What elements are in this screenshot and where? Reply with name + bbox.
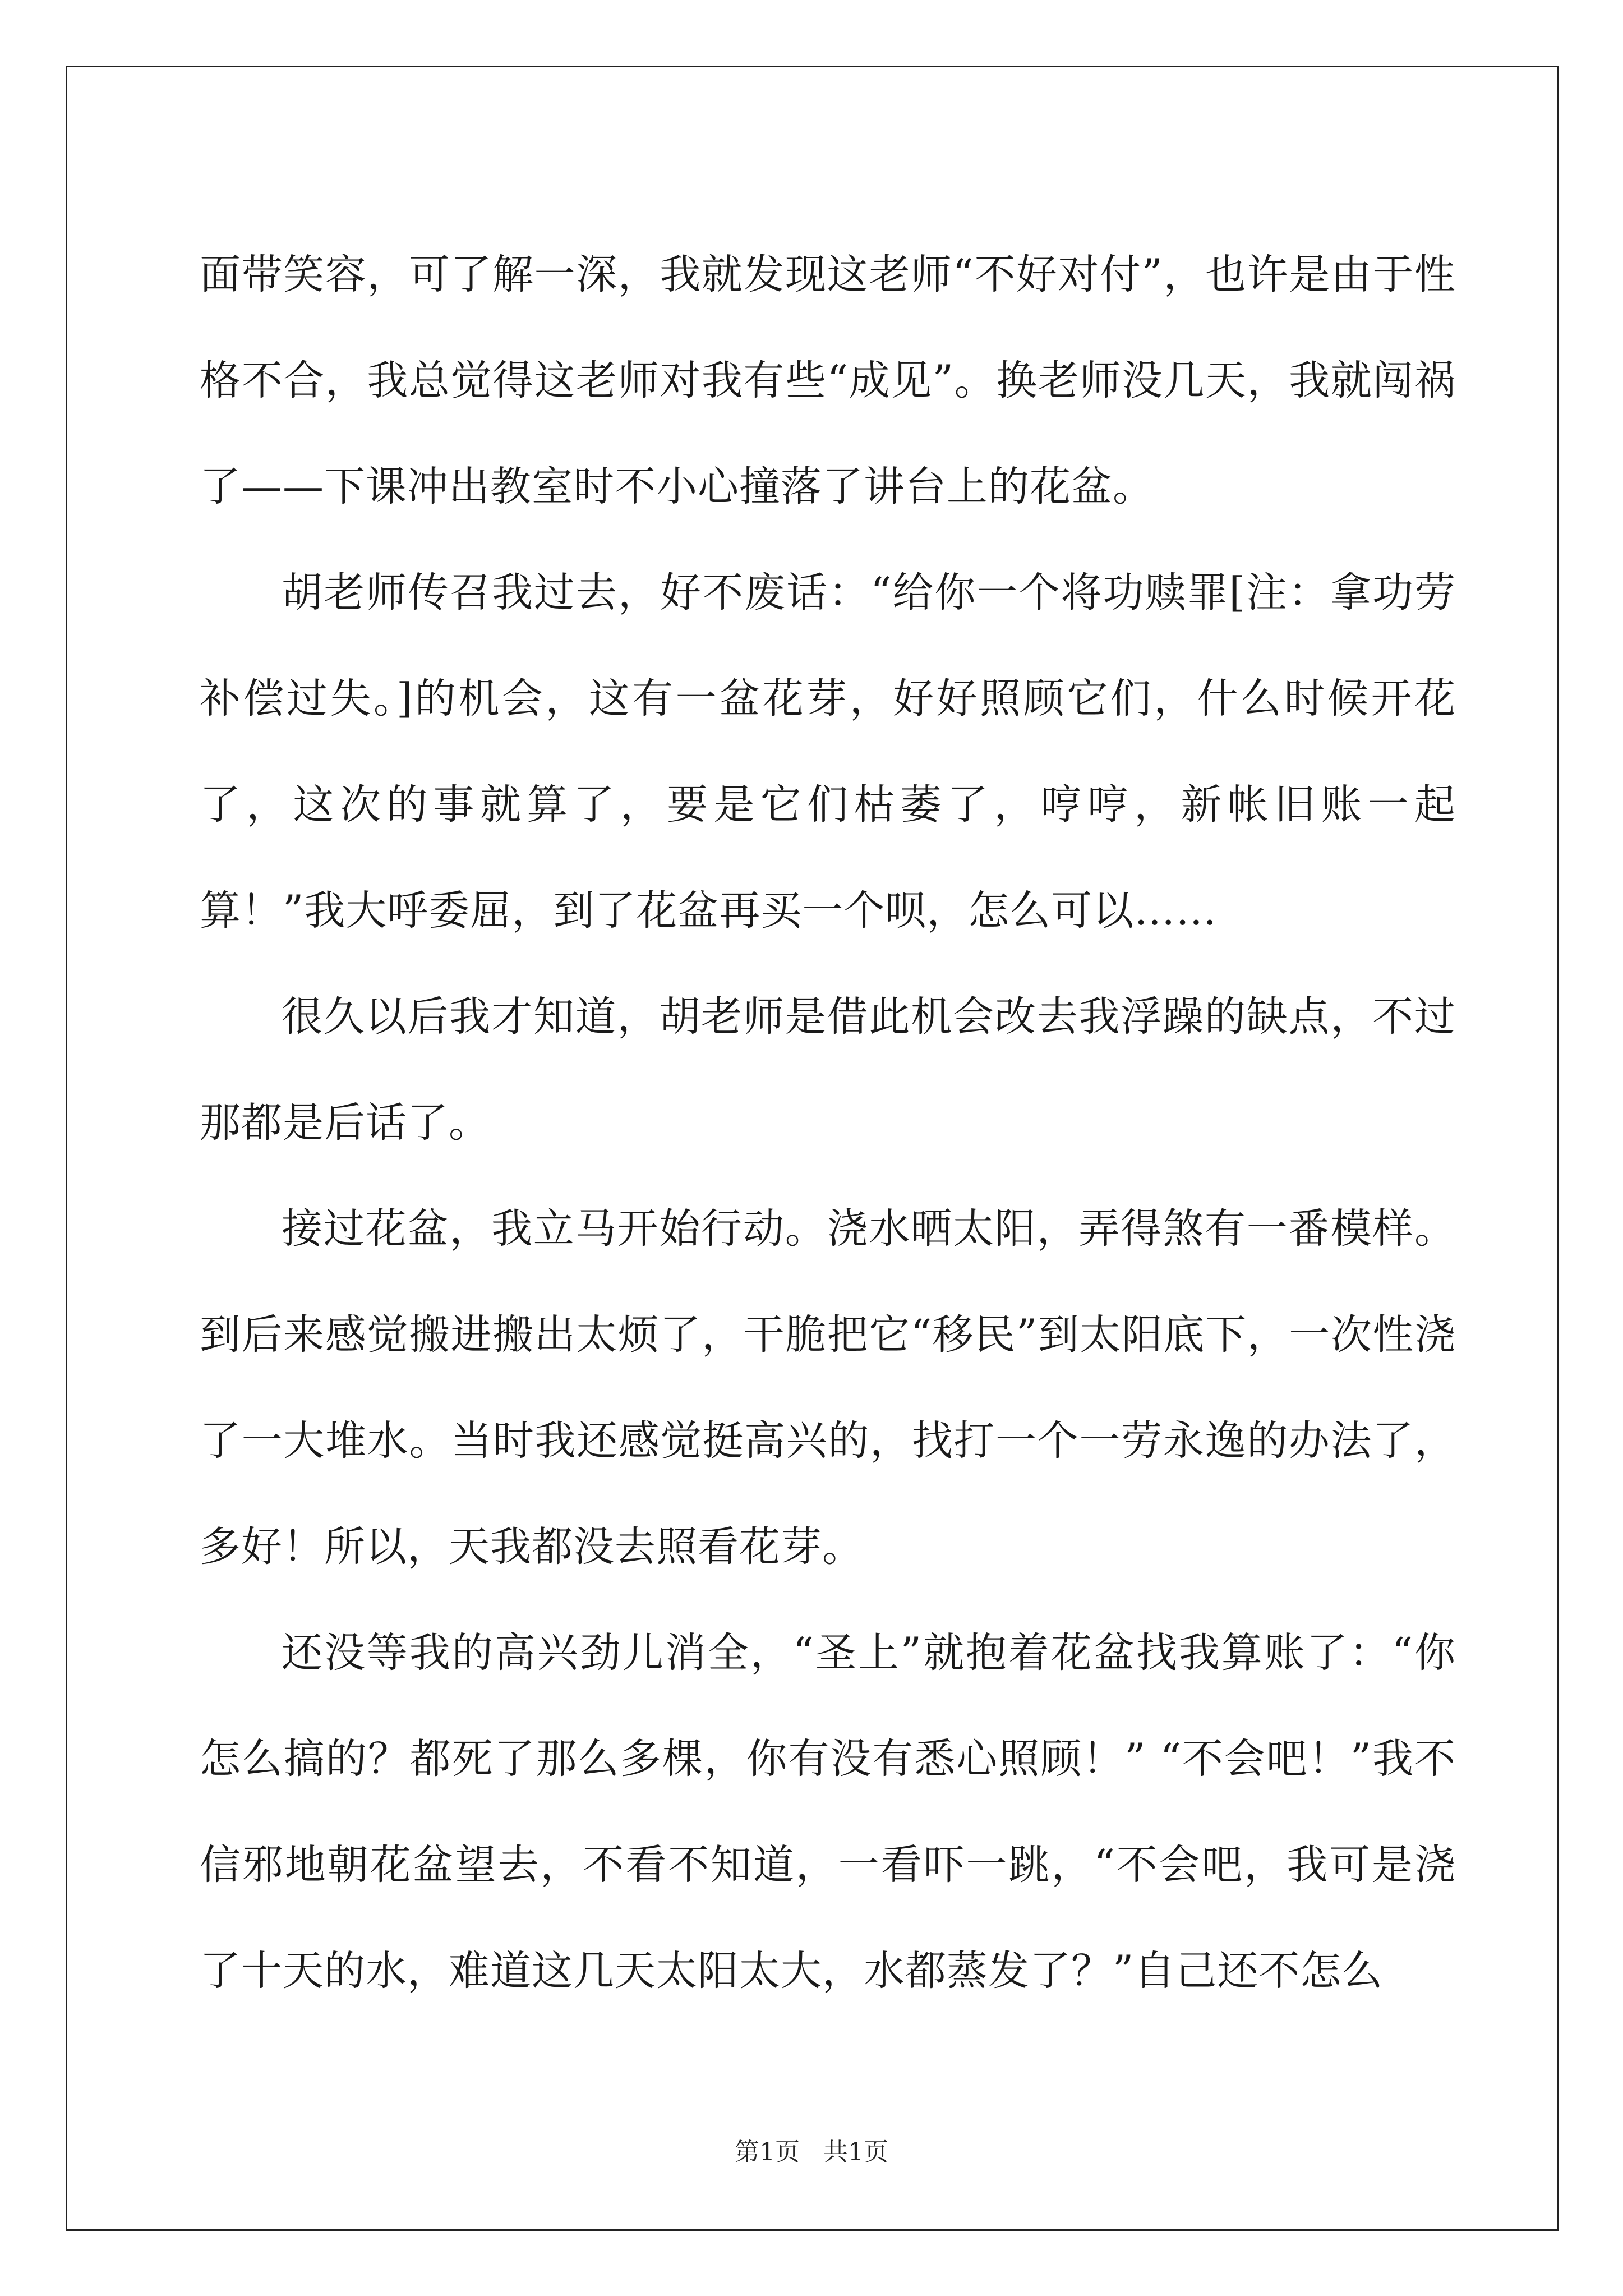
page-number-footer: 第1页 共1页 [735, 2138, 888, 2166]
paragraph-4: 接过花盆，我立马开始行动。浇水晒太阳，弄得煞有一番模样。到后来感觉搬进搬出太烦了，干脆把它“移民”到太阳底下，一次性浇了一大堆水。当时我还感觉挺高兴的，找打一个一劳永逸的办法了，多好！所以，天我都没去照看花芽。 [200, 1205, 1456, 1571]
paragraph-2: 胡老师传召我过去，好不废话：“给你一个将功赎罪[注：拿功劳补偿过失。]的机会，这有一盆花芽，好好照顾它们，什么时候开花了，这次的事就算了，要是它们枯萎了，哼哼，新帐旧账一起算！”我大呼委屈，到了花盆再买一个呗，怎么可以…… [200, 569, 1456, 935]
paragraph-5: 还没等我的高兴劲儿消全，“圣上”就抱着花盆找我算账了：“你怎么搞的？都死了那么多棵，你有没有悉心照顾！” “不会吧！”我不信邪地朝花盆望去，不看不知道，一看吓一跳，“不会吧，我可是浇了十天的水，难道这几天太阳太大，水都蒸发了？”自己还不怎么 [200, 1629, 1456, 1995]
document-body [200, 222, 1456, 2024]
paragraph-3: 很久以后我才知道，胡老师是借此机会改去我浮躁的缺点，不过那都是后话了。 [200, 993, 1456, 1147]
paragraph-1: 面带笑容，可了解一深，我就发现这老师“不好对付”，也许是由于性格不合，我总觉得这老师对我有些“成见”。换老师没几天，我就闯祸了——下课冲出教室时不小心撞落了讲台上的花盆。 [200, 251, 1456, 510]
